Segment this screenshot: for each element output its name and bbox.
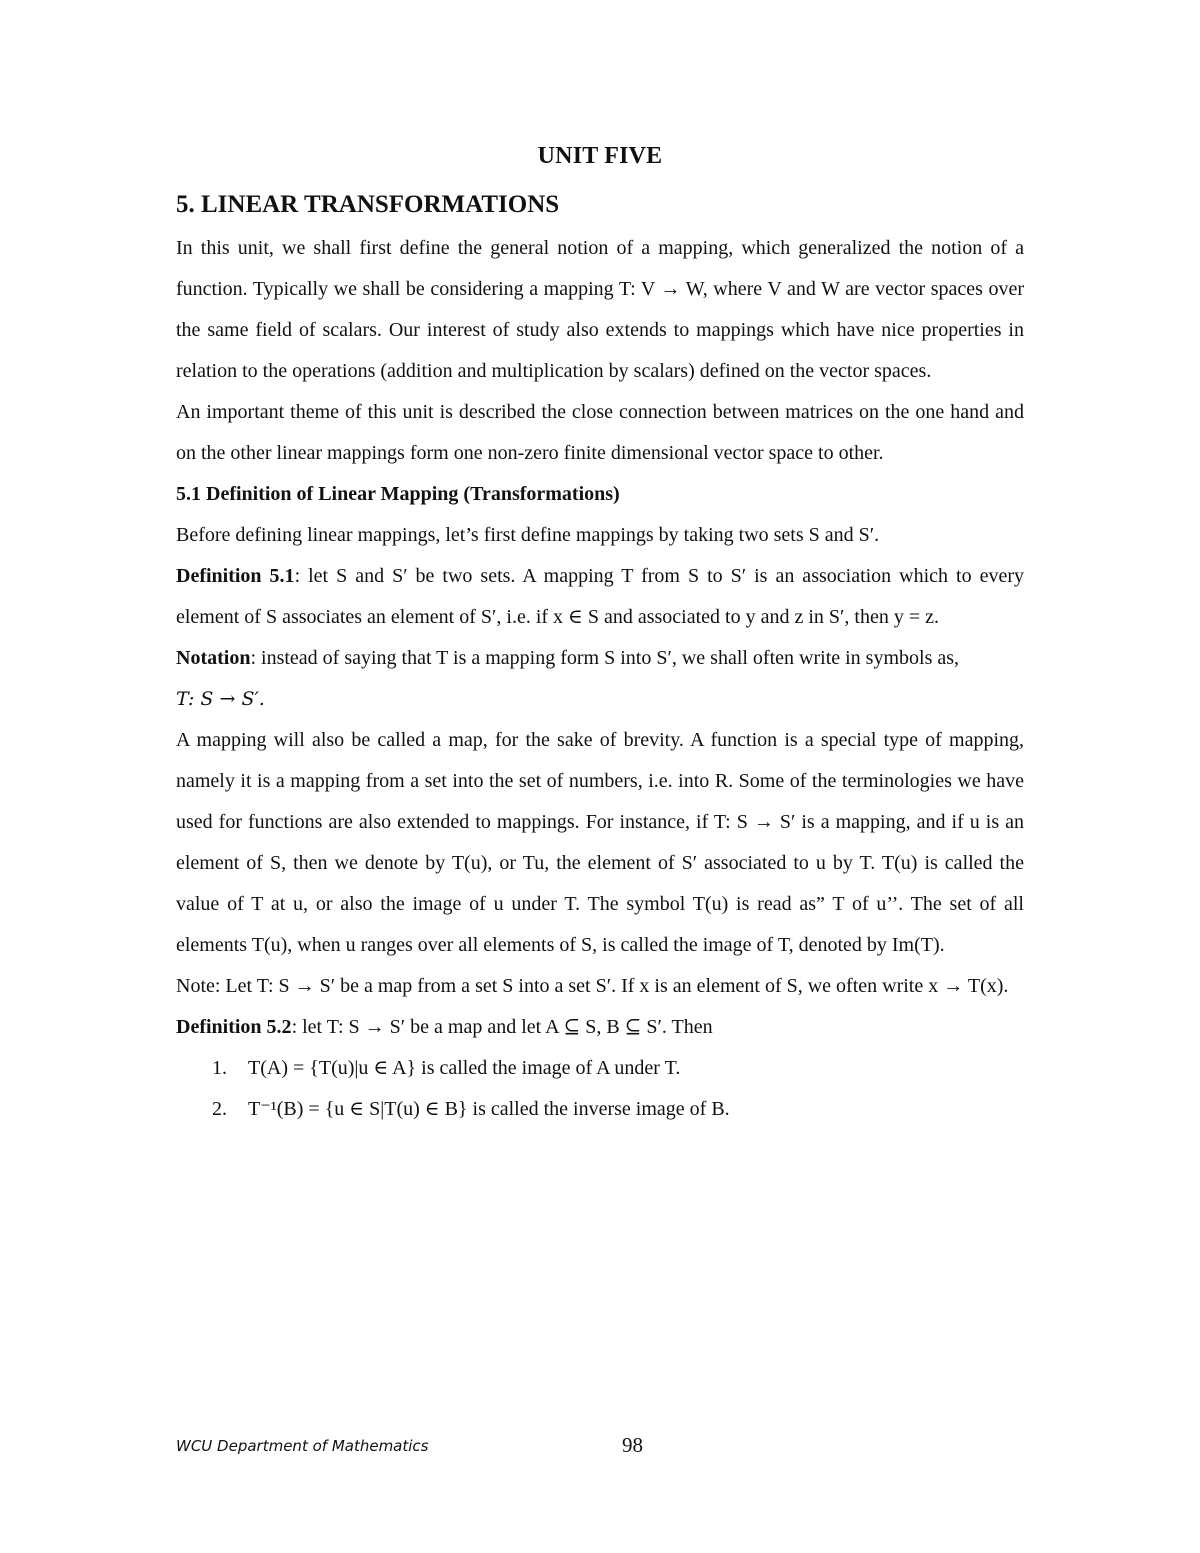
unit-title: UNIT FIVE	[537, 143, 663, 169]
definition-5-2-list	[176, 1048, 1024, 1130]
list-item	[176, 1048, 1024, 1089]
footer-department: WCU Department of Mathematics	[176, 1437, 429, 1455]
list-item	[176, 1089, 1024, 1130]
body-text	[176, 228, 1024, 1130]
mapping-paragraph: A mapping will also be called a map, for the sake of brevity. A function is a special type of mapping, namely it is a mapping from a set into the set of numbers, i.e. into R. Some of the terminologies we have used for functions are also extended to mappings. For instance, if T: S → S′ is a mapping, and if u is an element of S, then we denote by T(u), or Tu, the element of S′ associated to u by T. T(u) is called the value of T at u, or also the image of u under T. The symbol T(u) is read as” T of u’’. The set of all elements T(u), when u ranges over all elements of S, is called the image of T, denoted by Im(T).	[176, 729, 1024, 956]
intro-paragraph-1: In this unit, we shall first define the general notion of a mapping, which generalized the notion of a function. Typically we shall be considering a mapping T: V → W, where V and W are vector spaces over the same field of scalars. Our interest of study also extends to mappings which have nice properties in relation to the operations (addition and multiplication by scalars) defined on the vector spaces.	[176, 237, 1024, 382]
section-title: 5. LINEAR TRANSFORMATIONS	[176, 191, 560, 218]
subsection-intro: Before defining linear mappings, let’s first define mappings by taking two sets S and S′.	[176, 524, 880, 546]
notation-text: : instead of saying that T is a mapping form S into S′, we shall often write in symbols as,	[250, 647, 960, 669]
subsection-title: 5.1 Definition of Linear Mapping (Transformations)	[176, 483, 620, 505]
list-item-number: 2.	[212, 1098, 227, 1120]
definition-5-2	[176, 1007, 1024, 1048]
definition-5-2-label: Definition 5.2	[176, 1016, 292, 1038]
notation-formula	[176, 679, 1024, 720]
notation-formula-text: T: S → S′.	[176, 688, 265, 710]
list-item-text: T(A) = {T(u)|u ∈ A} is called the image of A under T.	[248, 1057, 681, 1079]
notation-paragraph	[176, 638, 1024, 679]
definition-5-1-text: : let S and S′ be two sets. A mapping T from S to S′ is an association which to every element of S associates an element of S′, i.e. if x ∈ S and associated to y and z in S′, then y = z.	[176, 565, 1024, 628]
page-number: 98	[622, 1433, 643, 1457]
definition-5-2-text: : let T: S → S′ be a map and let A ⊆ S, B ⊆ S′. Then	[291, 1016, 713, 1038]
list-item-number: 1.	[212, 1057, 227, 1079]
notation-label: Notation	[176, 647, 251, 669]
intro-paragraph-2: An important theme of this unit is described the close connection between matrices on the one hand and on the other linear mappings form one non-zero finite dimensional vector space to other.	[176, 401, 1024, 464]
definition-5-1	[176, 556, 1024, 638]
note-paragraph: Note: Let T: S → S′ be a map from a set S into a set S′. If x is an element of S, we often write x → T(x).	[176, 975, 1009, 997]
list-item-text: T⁻¹(B) = {u ∈ S|T(u) ∈ B} is called the inverse image of B.	[248, 1098, 730, 1120]
definition-5-1-label: Definition 5.1	[176, 565, 295, 587]
